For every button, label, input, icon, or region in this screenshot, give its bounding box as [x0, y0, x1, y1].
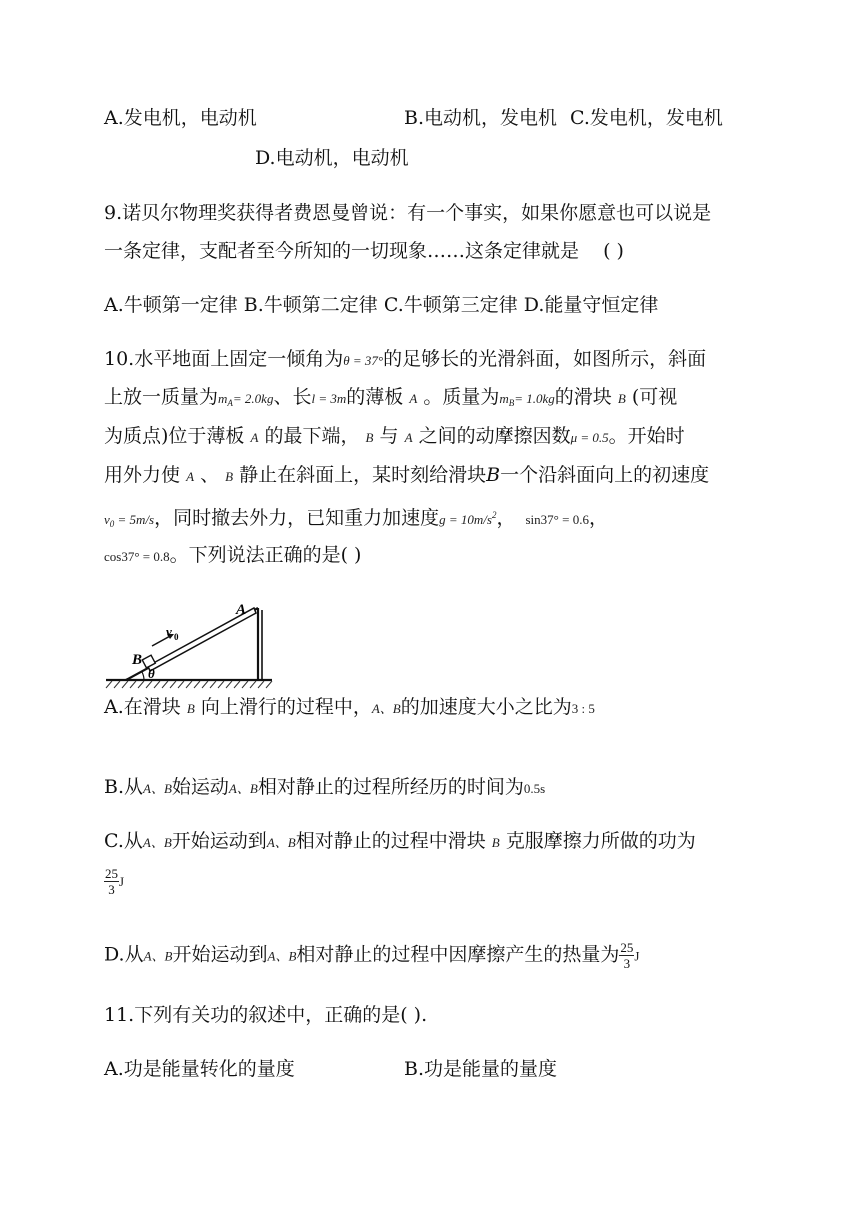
q10-line1: [104, 346, 706, 374]
q10-v0: $v_0 = 5m/s$: [104, 512, 155, 529]
q10-text: 静止在斜面上，某时刻给滑块: [239, 464, 487, 486]
q10-line5: [104, 502, 608, 537]
q8-option-a: A.发电机，电动机: [104, 107, 257, 129]
fig-label-a: A: [236, 602, 247, 618]
q9-stem-text: 一条定律，支配者至今所知的一切现象……这条定律就是: [104, 240, 580, 262]
q10-text: 的薄板: [346, 386, 404, 408]
q10-option-a: A.在滑块 B 向上滑行的过程中，A、B的加速度大小之比为3 : 5: [104, 696, 595, 718]
q10-ma: $m_A= 2.0kg$: [218, 391, 274, 408]
q8-option-d: D.电动机，电动机: [255, 147, 409, 169]
q10-text: 。下列说法正确的是( ): [169, 544, 362, 566]
q10-length: l = 3m: [311, 391, 347, 406]
q10-cos: cos37° = 0.8: [104, 549, 170, 564]
q10-text: 。质量为: [423, 386, 500, 408]
q10-text: ，: [496, 507, 516, 529]
q11-option-a: A.功是能量转化的量度: [104, 1058, 295, 1080]
q10-var-a: A: [404, 430, 413, 445]
q10-text: 为质点)位于薄板: [104, 425, 245, 447]
q10-var-b: B: [225, 469, 234, 484]
q10-option-c-value: $\frac{25}{3}$ J: [105, 866, 125, 897]
q10-text: ，: [588, 507, 608, 529]
q10-text: 的足够长的光滑斜面，如图所示，斜面: [383, 348, 707, 370]
q9-options: A.牛顿第一定律 B.牛顿第二定律 C.牛顿第三定律 D.能量守恒定律: [104, 294, 659, 316]
q10-line3: [104, 423, 685, 451]
q8-option-b: B.电动机，发电机: [404, 107, 558, 129]
q10-sin: sin37° = 0.6: [525, 512, 589, 527]
q8-option-c: C.发电机，发电机: [570, 107, 723, 129]
fig-label-v0-sub: 0: [174, 632, 179, 642]
fig-label-theta: θ: [148, 666, 155, 681]
q10-option-d: D.从A、B开始运动到A、B相对静止的过程中因摩擦产生的热量为 $\frac{25}{3}$ J: [104, 940, 640, 971]
q10-text: 10.水平地面上固定一倾角为: [104, 348, 344, 370]
q10-text: 的最下端，: [264, 425, 360, 447]
q10-var-b: B: [486, 464, 501, 486]
q10-var-a: A: [250, 430, 259, 445]
q10-var-b: B: [617, 391, 626, 406]
q10-line6: [104, 542, 361, 570]
q10-text: 用外力使: [104, 464, 181, 486]
q10-line2: [104, 384, 677, 416]
q10-var-a: A: [186, 469, 195, 484]
q11-stem: 11.下列有关功的叙述中，正确的是( ).: [104, 1004, 428, 1026]
q9-stem-line1: 9.诺贝尔物理奖获得者费恩曼曾说：有一个事实，如果你愿意也可以说是: [104, 202, 712, 224]
fig-label-v0: v: [166, 624, 172, 639]
q10-text: 上放一质量为: [104, 386, 219, 408]
q10-line4: [104, 462, 709, 490]
q10-text: 之间的动摩擦因数: [418, 425, 571, 447]
q10-var-a: A: [409, 391, 418, 406]
q9-answer-paren: ( ): [603, 240, 624, 262]
q10-option-c: C.从A、B开始运动到A、B相对静止的过程中滑块 B 克服摩擦力所做的功为: [104, 830, 696, 852]
q10-text: 、: [200, 464, 220, 486]
q11-option-b: B.功是能量的量度: [404, 1058, 558, 1080]
q10-mu: μ = 0.5: [570, 430, 609, 445]
q10-theta: θ = 37°: [343, 353, 384, 368]
q10-text: 与: [379, 425, 399, 447]
q10-option-b: B.从A、B始运动A、B相对静止的过程所经历的时间为0.5s: [104, 776, 546, 798]
q10-text: ，同时撤去外力，已知重力加速度: [154, 507, 440, 529]
q10-var-b: B: [365, 430, 374, 445]
incline-figure: [104, 600, 274, 692]
q10-text: (可视: [631, 386, 678, 408]
q10-mb: $m_B= 1.0kg$: [499, 391, 555, 408]
q10-text: 。开始时: [608, 425, 685, 447]
q10-text: 一个沿斜面向上的初速度: [500, 464, 710, 486]
fig-label-b: B: [132, 652, 143, 668]
q10-text: 的滑块: [554, 386, 612, 408]
q10-text: 、长: [273, 386, 312, 408]
q9-stem-line2: [104, 238, 624, 264]
q10-g: $g = 10m/s^2$: [439, 510, 497, 527]
